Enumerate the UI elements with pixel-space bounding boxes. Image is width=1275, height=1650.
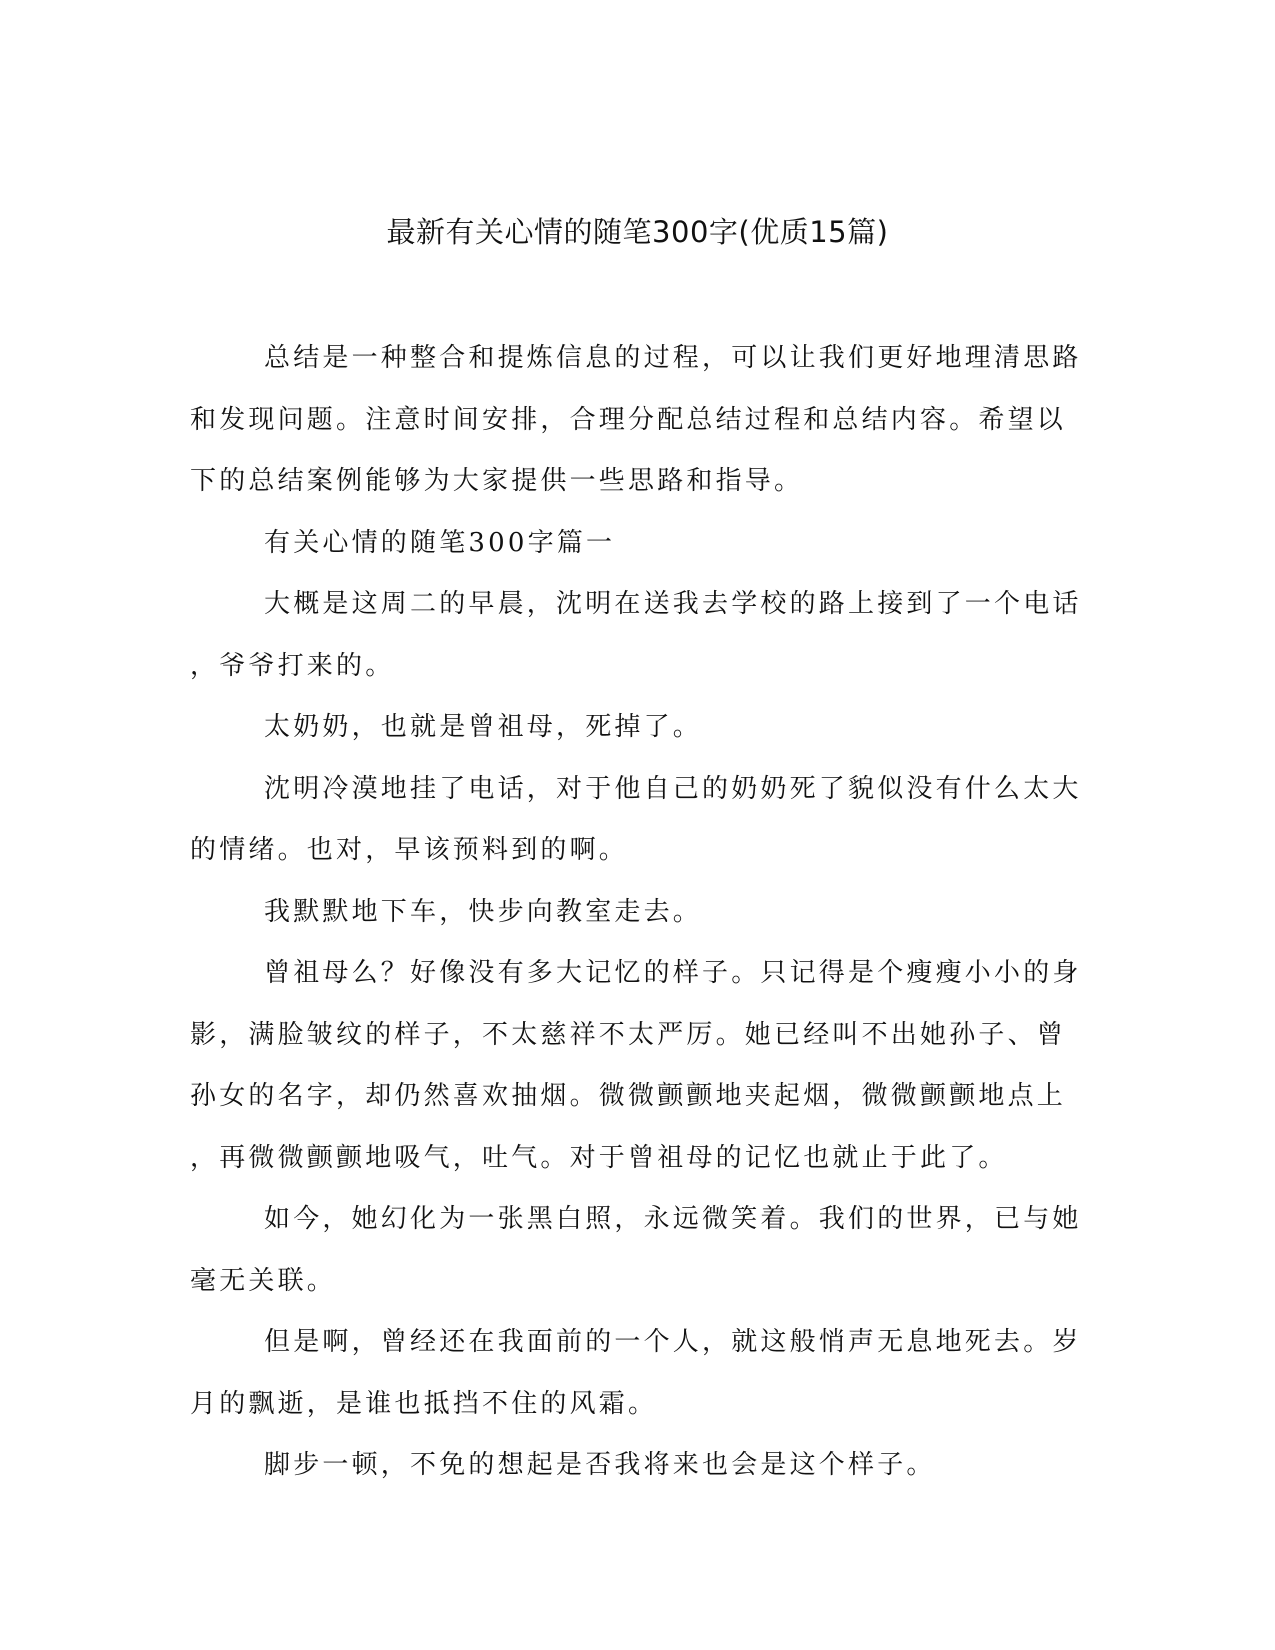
text-line: 影，满脸皱纹的样子，不太慈祥不太严厉。她已经叫不出她孙子、曾 (190, 1019, 1067, 1050)
text-line: 总结是一种整合和提炼信息的过程，可以让我们更好地理清思路 (264, 343, 1082, 373)
text-line: ，再微微颤颤地吸气，吐气。对于曾祖母的记忆也就止于此了。 (190, 1142, 1008, 1173)
text-line: 孙女的名字，却仍然喜欢抽烟。微微颤颤地夹起烟，微微颤颤地点上 (190, 1081, 1067, 1111)
text-line: 月的飘逝，是谁也抵挡不住的风霜。 (190, 1388, 658, 1419)
text-line: 大概是这周二的早晨，沈明在送我去学校的路上接到了一个电话 (264, 589, 1082, 619)
text-line: 如今，她幻化为一张黑白照，永远微笑着。我们的世界，已与她 (264, 1204, 1082, 1234)
text-line: 和发现问题。注意时间安排，合理分配总结过程和总结内容。希望以 (190, 404, 1067, 435)
document-title: 最新有关心情的随笔300字(优质15篇) (386, 215, 889, 249)
text-line: 但是啊，曾经还在我面前的一个人，就这般悄声无息地死去。岁 (264, 1327, 1082, 1357)
text-line: 有关心情的随笔300字篇一 (264, 527, 616, 558)
text-line: ，爷爷打来的。 (190, 650, 395, 681)
text-line: 曾祖母么？好像没有多大记忆的样子。只记得是个瘦瘦小小的身 (264, 958, 1082, 988)
text-line: 我默默地下车，快步向教室走去。 (264, 896, 703, 927)
text-line: 脚步一顿，不免的想起是否我将来也会是这个样子。 (264, 1450, 936, 1480)
text-line: 下的总结案例能够为大家提供一些思路和指导。 (190, 466, 804, 496)
text-line: 的情绪。也对，早该预料到的啊。 (190, 835, 629, 865)
text-line: 太奶奶，也就是曾祖母，死掉了。 (264, 712, 703, 742)
document-body (190, 328, 1080, 1497)
text-line: 沈明冷漠地挂了电话，对于他自己的奶奶死了貌似没有什么太大 (264, 773, 1082, 804)
text-line: 毫无关联。 (190, 1265, 337, 1296)
